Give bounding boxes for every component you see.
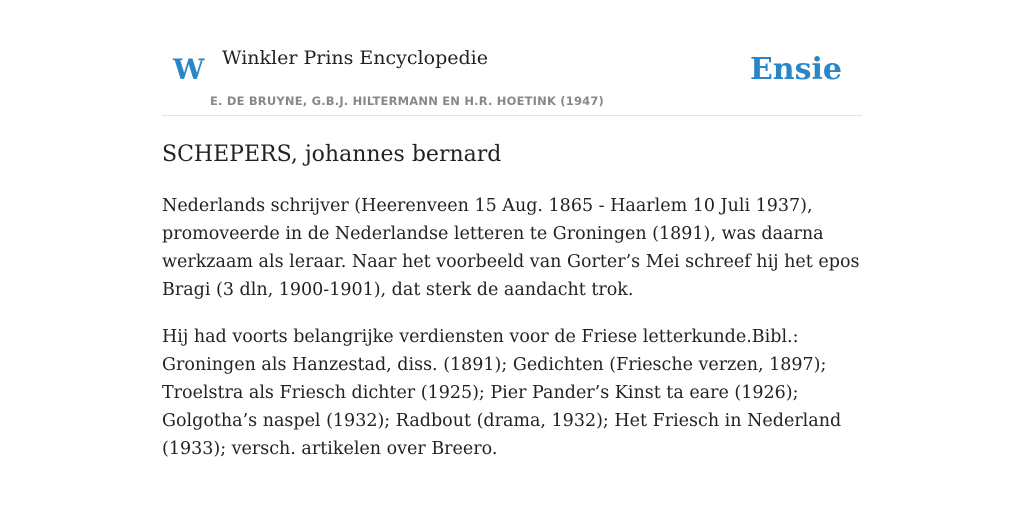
entry-paragraph-1: Nederlands schrijver (Heerenveen 15 Aug. 1865 - Haarlem 10 Juli 1937), promoveerde in de Nederlandse letteren te Groningen (1891), was daarna werkzaam als leraar. Naar het voorbeeld van Gorter’s Mei schreef hij het epos Bragi (3 dln, 1900-1901), dat sterk de aandacht trok. — [162, 196, 860, 300]
ensie-logo[interactable]: Ensie — [749, 52, 842, 87]
page-container — [162, 0, 862, 463]
publication-title[interactable]: Winkler Prins Encyclopedie — [222, 47, 488, 69]
header — [162, 0, 862, 116]
publication-authors: E. DE BRUYNE, G.B.J. HILTERMANN EN H.R. HOETINK (1947) — [210, 94, 605, 108]
winkler-prins-logo[interactable]: W — [173, 53, 205, 86]
entry-title: SCHEPERS, johannes bernard — [162, 142, 502, 167]
entry-paragraph-2: Hij had voorts belangrijke verdiensten voor de Friese letterkunde.Bibl.: Groningen als Hanzestad, diss. (1891); Gedichten (Friesche verzen, 1897); Troelstra als Friesch dichter (1925); Pier Pander’s Kinst ta eare (1926); Golgotha’s naspel (1932); Radbout (drama, 1932); Het Friesch in Nederland (1933); versch. artikelen over Breero. — [162, 327, 842, 459]
